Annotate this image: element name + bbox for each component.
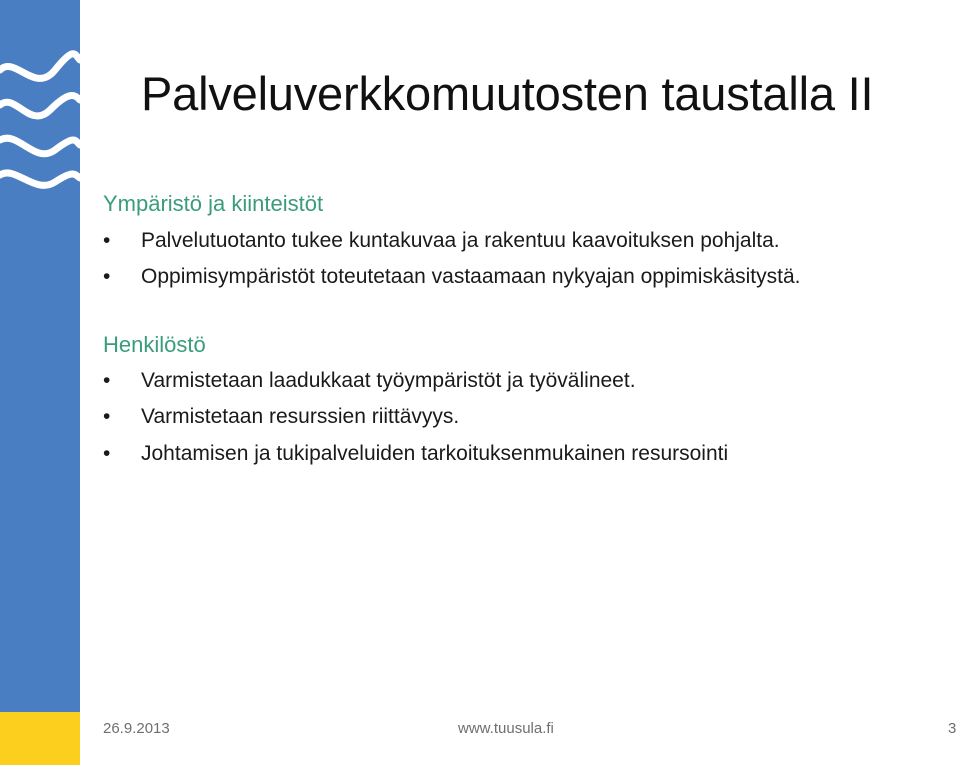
slide-title: Palveluverkkomuutosten taustalla II: [141, 67, 874, 120]
bullet-symbol: •: [103, 265, 111, 288]
section-heading-environment: Ympäristö ja kiinteistöt: [103, 191, 324, 216]
bullet-text: Varmistetaan laadukkaat työympäristöt ja työvälineet.: [141, 369, 636, 392]
bullet-item: [103, 229, 780, 253]
footer-page-number: 3: [948, 720, 957, 737]
footer-url[interactable]: www.tuusula.fi: [458, 720, 554, 737]
bullet-item: [103, 405, 459, 429]
bullet-text: Johtamisen ja tukipalveluiden tarkoituksenmukainen resursointi: [141, 442, 729, 465]
side-band: [0, 0, 80, 712]
bullet-symbol: •: [103, 369, 111, 392]
bullet-item: [103, 369, 636, 393]
section-heading-staff: Henkilöstö: [103, 332, 206, 357]
wave-logo-icon: [0, 0, 80, 200]
bullet-item: [103, 442, 728, 466]
bullet-symbol: •: [103, 405, 111, 428]
bullet-text: Varmistetaan resurssien riittävyys.: [141, 405, 460, 428]
footer-date: 26.9.2013: [103, 720, 170, 737]
corner-block: [0, 712, 80, 765]
bullet-text: Oppimisympäristöt toteutetaan vastaamaan nykyajan oppimiskäsitystä.: [141, 265, 801, 288]
bullet-text: Palvelutuotanto tukee kuntakuvaa ja rakentuu kaavoituksen pohjalta.: [141, 229, 780, 252]
bullet-item: [103, 265, 800, 289]
bullet-symbol: •: [103, 229, 111, 252]
bullet-symbol: •: [103, 442, 111, 465]
